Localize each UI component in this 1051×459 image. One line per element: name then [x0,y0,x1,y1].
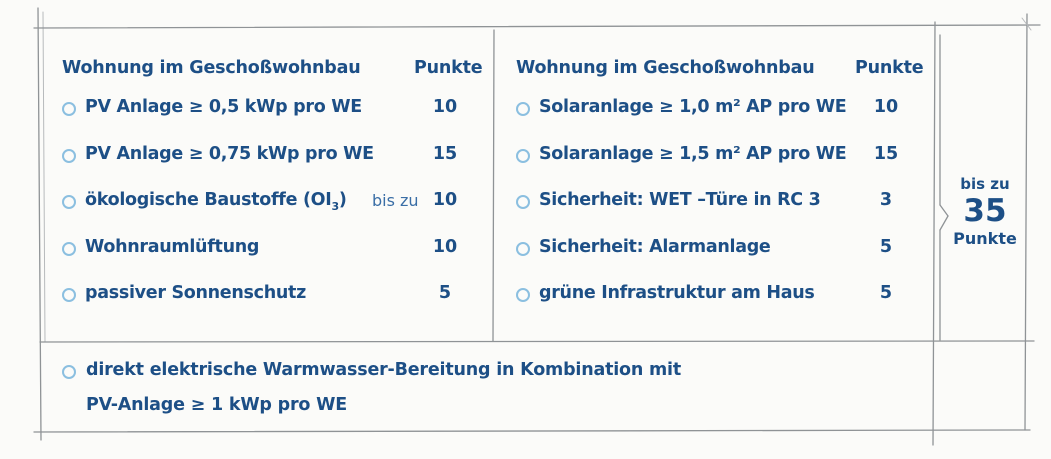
bullet-circle-icon [62,288,76,302]
bullet-circle-icon [62,102,76,116]
item-points: 10 [873,97,899,117]
list-item [516,183,931,230]
item-points: 10 [432,97,458,117]
list-item [62,276,487,323]
bullet-circle-icon [62,149,76,163]
right-panel-points-header: Punkte [855,58,924,78]
item-label-subscript: 3 [331,200,339,213]
list-item [516,276,931,323]
bullet-circle-icon [62,242,76,256]
item-qualifier: bis zu [372,191,419,210]
list-item [516,230,931,277]
right-panel [516,58,931,323]
item-points: 10 [432,236,458,257]
left-panel-header [62,58,487,90]
list-item [516,90,931,137]
item-label: grüne Infrastruktur am Haus [539,283,815,303]
item-points: 5 [879,283,893,303]
item-label: Sicherheit: WET –Türe in RC 3 [539,190,821,210]
item-label: Solaranlage ≥ 1,5 m² AP pro WE [539,143,847,164]
total-suffix: Punkte [953,229,1017,248]
bullet-circle-icon [516,102,530,116]
bottom-item-line1: direkt elektrische Warmwasser-Bereitung in Kombination mit [86,360,682,380]
item-points: 10 [432,190,458,210]
bullet-circle-icon [516,242,530,256]
left-panel [62,58,487,323]
bullet-circle-icon [62,365,76,379]
item-label: Wohnraumlüftung [85,236,260,257]
item-points: 15 [432,143,458,164]
right-panel-title: Wohnung im Geschoßwohnbau [516,58,815,78]
list-item [62,183,487,230]
item-label [85,190,347,213]
list-item [516,137,931,184]
bullet-circle-icon [516,195,530,209]
item-points: 5 [879,236,893,257]
total-prefix: bis zu [960,175,1010,193]
list-item [62,137,487,184]
total-value: 35 [963,193,1007,229]
left-panel-title: Wohnung im Geschoßwohnbau [62,58,361,78]
item-label-text: ökologische Baustoffe (OI [85,190,332,210]
total-points-box [945,175,1025,248]
left-panel-points-header: Punkte [414,58,483,78]
item-label: PV Anlage ≥ 0,5 kWp pro WE [85,97,362,117]
item-points: 5 [438,283,452,303]
bottom-item-line2: PV-Anlage ≥ 1 kWp pro WE [86,395,347,415]
bullet-circle-icon [516,149,530,163]
list-item [62,90,487,137]
item-label: Solaranlage ≥ 1,0 m² AP pro WE [539,97,847,117]
bullet-circle-icon [516,288,530,302]
right-panel-header [516,58,931,90]
item-label: passiver Sonnenschutz [85,283,306,303]
bullet-circle-icon [62,195,76,209]
list-item [62,230,487,277]
item-points: 15 [873,143,899,164]
item-points: 3 [879,190,893,210]
item-label-end: ) [338,190,347,210]
item-label: Sicherheit: Alarmanlage [539,236,771,257]
item-label: PV Anlage ≥ 0,75 kWp pro WE [85,143,374,164]
